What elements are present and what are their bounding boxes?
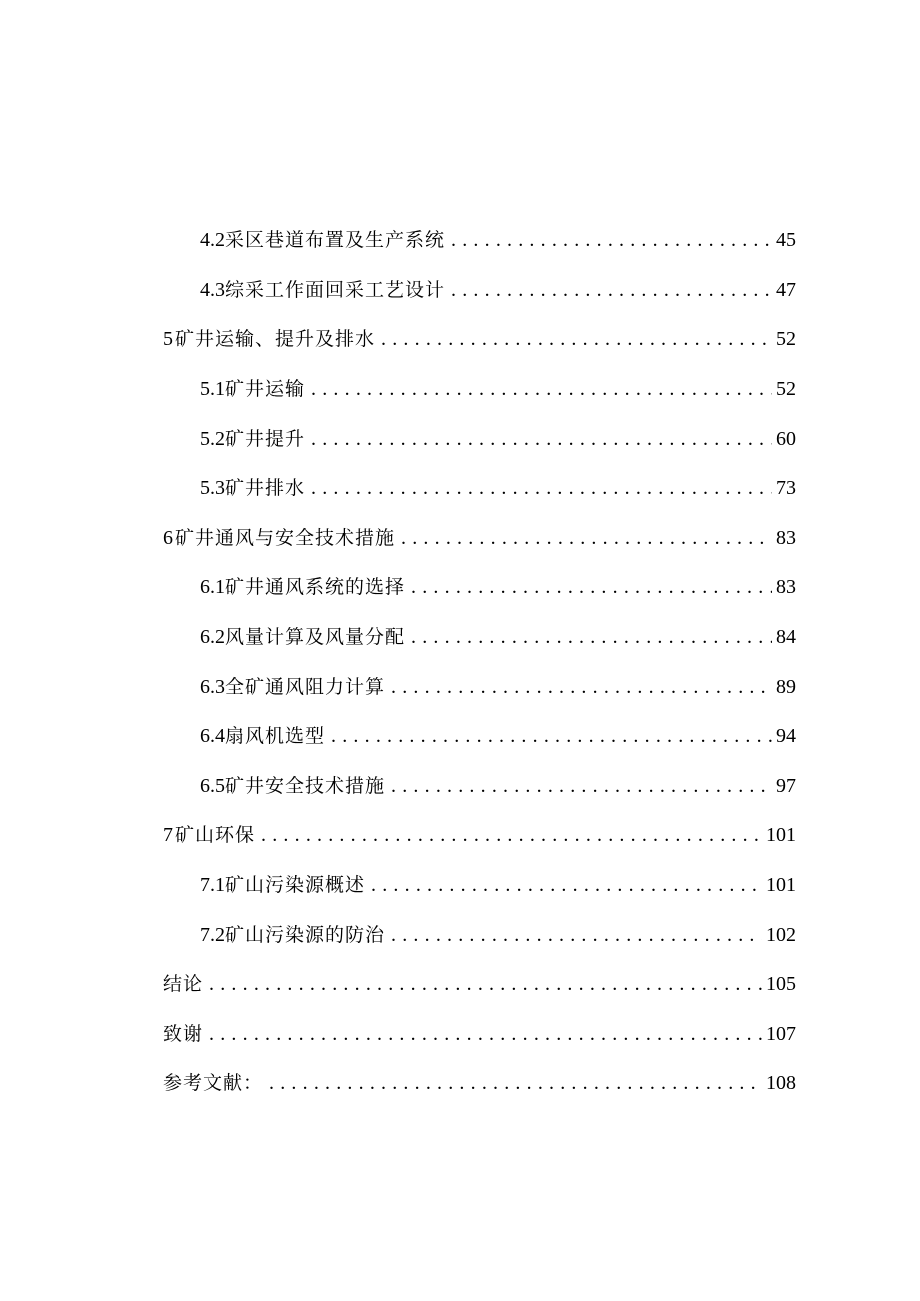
toc-entry-5[interactable] [163,324,796,354]
toc-entry-number: 4.3 [200,279,225,301]
toc-entry-title: 参考文献： [163,1072,264,1094]
toc-entry-title: 全矿通风阻力计算 [225,676,386,698]
toc-entry-6-3[interactable] [200,672,796,702]
toc-entry-page: 94 [776,725,796,747]
toc-entry-page: 83 [776,576,796,598]
dot-leader [391,672,772,702]
dot-leader [391,771,772,801]
toc-entry-acknowledgements[interactable] [163,1019,796,1049]
toc-entry-7-2[interactable] [200,920,796,950]
toc-entry-title: 矿山污染源的防治 [225,924,386,946]
dot-leader [451,275,772,305]
toc-entry-title: 矿井通风系统的选择 [225,576,406,598]
toc-entry-number: 5 [163,328,173,350]
toc-entry-6-2[interactable] [200,622,796,652]
toc-entry-page: 107 [766,1023,796,1045]
toc-entry-title: 采区巷道布置及生产系统 [225,229,446,251]
toc-entry-page: 45 [776,229,796,251]
toc-entry-7[interactable] [163,820,796,850]
toc-entry-6[interactable] [163,523,796,553]
toc-entry-number: 6.1 [200,576,225,598]
toc-entry-page: 108 [766,1072,796,1094]
toc-entry-number: 5.1 [200,378,225,400]
toc-entry-5-1[interactable] [200,374,796,404]
toc-entry-number: 7.1 [200,874,225,896]
toc-entry-references[interactable] [163,1068,796,1098]
dot-leader [401,523,772,553]
toc-entry-title: 矿山环保 [175,824,256,846]
toc-entry-number: 6.2 [200,626,225,648]
toc-entry-title: 矿井运输、提升及排水 [175,328,376,350]
toc-entry-6-5[interactable] [200,771,796,801]
toc-entry-6-4[interactable] [200,721,796,751]
dot-leader [371,870,762,900]
toc-entry-4-3[interactable] [200,275,796,305]
toc-entry-title: 矿山污染源概述 [225,874,366,896]
toc-entry-page: 52 [776,378,796,400]
toc-entry-page: 102 [766,924,796,946]
toc-entry-number: 6.5 [200,775,225,797]
toc-entry-page: 60 [776,428,796,450]
toc-entry-title: 风量计算及风量分配 [225,626,406,648]
toc-entry-number: 7 [163,824,173,846]
dot-leader [269,1068,762,1098]
dot-leader [411,572,772,602]
dot-leader [331,721,772,751]
toc-entry-page: 84 [776,626,796,648]
toc-entry-number: 4.2 [200,229,225,251]
dot-leader [381,324,772,354]
toc-entry-title: 扇风机选型 [225,725,326,747]
toc-entry-title: 矿井通风与安全技术措施 [175,527,396,549]
dot-leader [391,920,762,950]
toc-entry-number: 6 [163,527,173,549]
toc-entry-page: 52 [776,328,796,350]
toc-entry-title: 矿井提升 [225,428,306,450]
toc-entry-conclusion[interactable] [163,969,796,999]
dot-leader [311,374,772,404]
toc-entry-title: 矿井安全技术措施 [225,775,386,797]
toc-entry-5-3[interactable] [200,473,796,503]
dot-leader [311,473,772,503]
dot-leader [311,424,772,454]
toc-entry-page: 105 [766,973,796,995]
toc-entry-page: 83 [776,527,796,549]
toc-entry-number: 6.4 [200,725,225,747]
toc-entry-page: 97 [776,775,796,797]
toc-entry-title: 综采工作面回采工艺设计 [225,279,446,301]
dot-leader [261,820,762,850]
toc-entry-7-1[interactable] [200,870,796,900]
toc-entry-6-1[interactable] [200,572,796,602]
toc-entry-number: 5.2 [200,428,225,450]
dot-leader [209,969,762,999]
toc-entry-page: 101 [766,874,796,896]
dot-leader [411,622,772,652]
toc-entry-title: 结论 [163,973,204,995]
toc-entry-page: 101 [766,824,796,846]
toc-entry-page: 73 [776,477,796,499]
toc-entry-page: 47 [776,279,796,301]
toc-entry-4-2[interactable] [200,225,796,255]
toc-entry-5-2[interactable] [200,424,796,454]
toc-entry-page: 89 [776,676,796,698]
toc-entry-title: 矿井排水 [225,477,306,499]
toc-entry-title: 矿井运输 [225,378,306,400]
dot-leader [209,1019,762,1049]
toc-entry-title: 致谢 [163,1023,204,1045]
toc-entry-number: 5.3 [200,477,225,499]
toc-entry-number: 6.3 [200,676,225,698]
toc-entry-number: 7.2 [200,924,225,946]
dot-leader [451,225,772,255]
